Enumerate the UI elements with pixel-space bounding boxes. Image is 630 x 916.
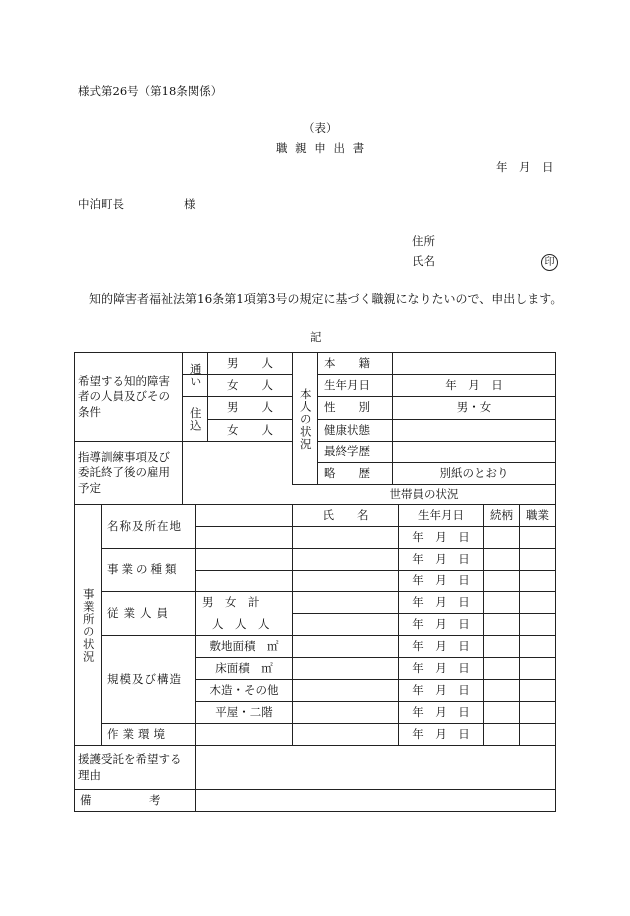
household-birth-cell: 年 月 日 bbox=[412, 594, 470, 609]
addressee: 中泊町長 bbox=[78, 197, 124, 211]
household-birth-cell: 年 月 日 bbox=[412, 573, 470, 588]
household-birth-cell: 年 月 日 bbox=[412, 638, 470, 653]
health-label: 健康状態 bbox=[324, 422, 370, 437]
business-status-label: 事業所の状況 bbox=[81, 587, 96, 663]
household-birth-cell: 年 月 日 bbox=[412, 529, 470, 544]
household-birth-cell: 年 月 日 bbox=[412, 551, 470, 566]
household-birth-cell: 年 月 日 bbox=[412, 616, 470, 631]
household-header-relation: 続柄 bbox=[490, 507, 513, 522]
birthdate-value: 年 月 日 bbox=[445, 377, 503, 392]
live-in-male: 男 人 bbox=[227, 400, 273, 415]
scale-structure-label: 規模及び構造 bbox=[107, 671, 182, 686]
employees-label: 従業人員 bbox=[107, 605, 173, 620]
ki-label: 記 bbox=[310, 330, 322, 344]
work-environment-label: 作業環境 bbox=[107, 726, 169, 741]
household-birth-cell: 年 月 日 bbox=[412, 704, 470, 719]
live-in-label: 住込 bbox=[188, 406, 203, 432]
sex-value: 男・女 bbox=[456, 400, 492, 415]
honorific: 様 bbox=[184, 197, 196, 211]
address-label: 住所 bbox=[412, 234, 435, 248]
health-value bbox=[393, 420, 555, 441]
household-birth-cell: 年 月 日 bbox=[412, 726, 470, 741]
domicile-label: 本 籍 bbox=[324, 355, 370, 370]
employees-units: 人 人 人 bbox=[212, 616, 270, 631]
sex-label: 性 別 bbox=[324, 400, 370, 415]
domicile-value bbox=[393, 353, 555, 374]
form-number: 様式第26号（第18条関係） bbox=[78, 84, 223, 98]
remarks-label: 備 考 bbox=[80, 792, 161, 807]
household-header-occupation: 職業 bbox=[526, 507, 549, 522]
document-title: 職 親 申 出 書 bbox=[276, 141, 367, 155]
reason-label: 援護受託を希望する理由 bbox=[78, 751, 182, 782]
commute-male: 男 人 bbox=[227, 355, 273, 370]
side-label: （表） bbox=[303, 121, 338, 135]
business-type-label: 事業の種類 bbox=[107, 562, 180, 577]
application-date: 年 月 日 bbox=[496, 160, 554, 174]
site-area-label: 敷地面積 ㎡ bbox=[209, 638, 279, 653]
household-header-name: 氏 名 bbox=[322, 507, 369, 522]
personal-status-label: 本人の状況 bbox=[298, 387, 313, 451]
commute-female: 女 人 bbox=[227, 377, 273, 392]
live-in-female: 女 人 bbox=[227, 422, 273, 437]
history-value: 別紙のとおり bbox=[439, 465, 509, 480]
household-birth-cell: 年 月 日 bbox=[412, 682, 470, 697]
household-header-birth: 生年月日 bbox=[418, 507, 464, 522]
name-label: 氏名 bbox=[412, 254, 435, 268]
history-label: 略 歴 bbox=[324, 465, 370, 480]
education-label: 最終学歴 bbox=[324, 444, 370, 459]
statement: 知的障害者福祉法第16条第1項第3号の規定に基づく職親になりたいので、申出します。 bbox=[89, 292, 563, 306]
education-value bbox=[393, 442, 555, 462]
household-birth-cell: 年 月 日 bbox=[412, 660, 470, 675]
wood-other-label: 木造・その他 bbox=[209, 682, 279, 697]
name-address-label: 名称及所在地 bbox=[107, 518, 182, 533]
desired-persons-label: 希望する知的障害者の人員及びその条件 bbox=[78, 373, 170, 419]
household-title: 世帯員の状況 bbox=[389, 486, 459, 501]
floor-area-label: 床面積 ㎡ bbox=[215, 660, 273, 675]
storeys-label: 平屋・二階 bbox=[215, 704, 273, 719]
employees-total-label: 男 女 計 bbox=[202, 595, 260, 610]
commute-label: 通い bbox=[188, 362, 203, 388]
birthdate-label: 生年月日 bbox=[324, 377, 370, 392]
training-employment-label: 指導訓練事項及び委託終了後の雇用予定 bbox=[78, 449, 170, 495]
seal-mark: 印 bbox=[541, 254, 558, 271]
